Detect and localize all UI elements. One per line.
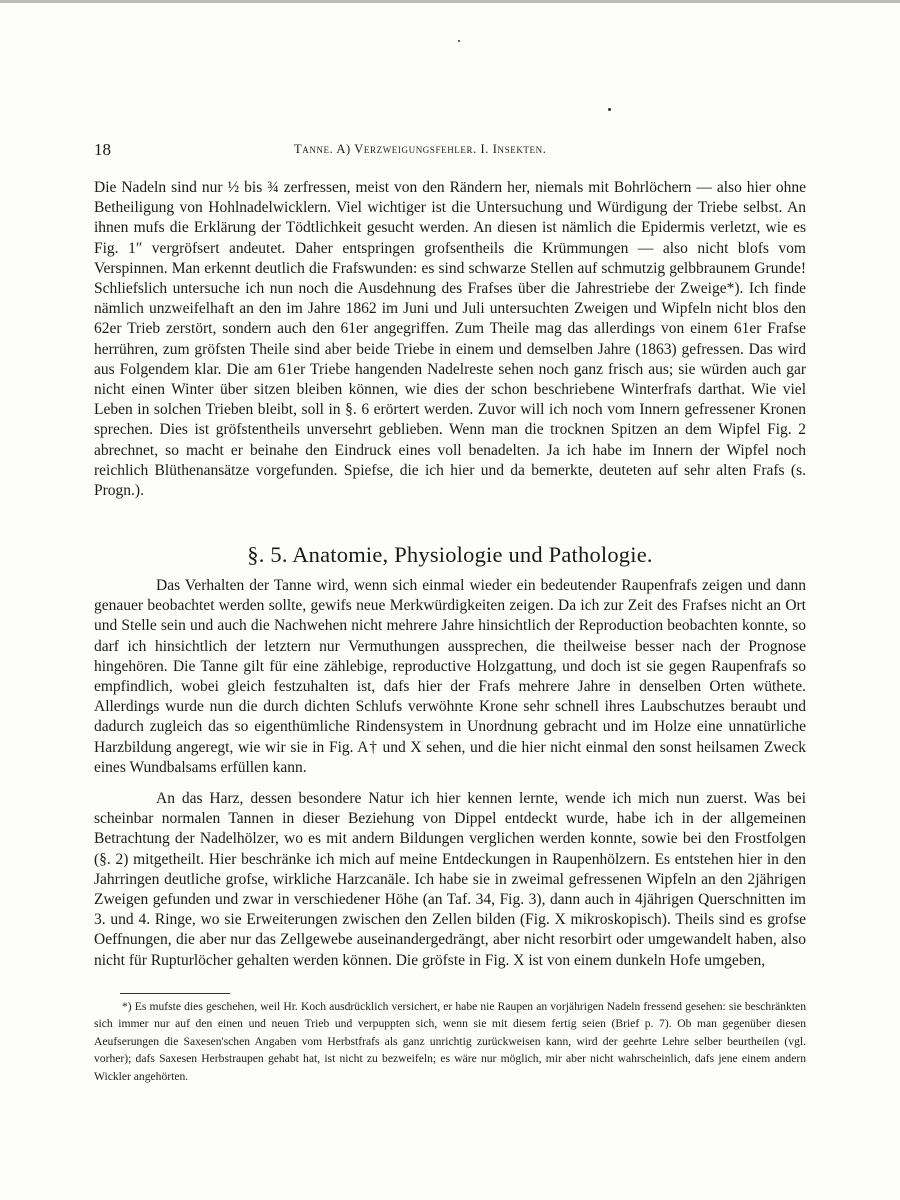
- section-heading: §. 5. Anatomie, Physiologie und Pathologie.: [247, 542, 653, 567]
- intro-text: [94, 178, 806, 501]
- scan-speck: [608, 108, 611, 111]
- footnote-text: *) Es mufste dies geschehen, weil Hr. Koch ausdrücklich versichert, er habe nie Raupen an vorjährigen Nadeln fressend gesehen: sie beschränkten sich immer nur auf den einen und neuen Trieb und verpuppten sich, wenn sie mit diesem fertig seien (Brief p. 7). Ob man gegenüber diesen Aeufserungen die Saxesen'schen Angaben vom Herbstfrafs als ganz unrichtig zurückweisen kann, wird der geehrte Lehre selber beurtheilen (vgl. vorher); dafs Saxesen Herbstraupen gehabt hat, ist nicht zu bezweifeln; es wäre nur möglich, mir aber nicht wahrscheinlich, dafs jene einem andern Wickler angehörten.: [94, 1000, 806, 1083]
- page-number: 18: [94, 140, 111, 159]
- page-header: [94, 140, 806, 162]
- scan-speck: [458, 40, 460, 42]
- section-paragraph: Das Verhalten der Tanne wird, wenn sich einmal wieder ein bedeutender Raupenfrafs zeigen und dann genauer beobachtet werden sollte, gewifs neue Merkwürdigkeiten zeigen. Da ich zur Zeit des Frafses nicht an Ort und Stelle sein und auch die Nachwehen nicht mehrere Jahre hinsichtlich der Reproduction beobachten konnte, so darf ich hinsichtlich der letztern nur Vermuthungen aussprechen, die theilweise besser nach der Prognose hingehören. Die Tanne gilt für eine zählebige, reproductive Holzgattung, und doch ist sie gegen Raupenfrafs so empfindlich, wobei gleich festzuhalten ist, dafs hier der Frafs mehrere Jahre in denselben Orten wüthete. Allerdings wurde nun die durch dichten Schlufs verwöhnte Krone sehr schnell ihres Laubschutzes beraubt und dadurch zugleich das so eigenthümliche Rindensystem in Unordnung gebracht und im Holze eine unnatürliche Harzbildung angeregt, wie wir sie in Fig. A† und X sehen, und die hier nicht einmal den sonst heilsamen Zweck eines Wundbalsams erfüllen kann.: [94, 577, 806, 776]
- running-head: Tanne. A) Verzweigungsfehler. I. Insekten.: [294, 142, 547, 156]
- section-body-1: [94, 576, 806, 778]
- footnote-rule: [120, 993, 230, 994]
- intro-paragraph: Die Nadeln sind nur ½ bis ¾ zerfressen, meist von den Rändern her, niemals mit Bohrlöchern — also hier ohne Betheiligung von Hohlnadelwicklern. Viel wichtiger ist die Untersuchung und Würdigung der Triebe selbst. An ihnen mufs die Erklärung der Tödtlichkeit gesucht werden. An diesen ist nämlich die Epidermis verletzt, wie es Fig. 1″ vergröfsert andeutet. Daher entspringen grofsentheils die Krümmungen — also nicht blofs vom Verspinnen. Man erkennt deutlich die Frafswunden: es sind schwarze Stellen auf schmutzig gelbbraunem Grunde! Schliefslich untersuche ich nun noch die Ausdehnung des Frafses über die Jahrestriebe der Zweige*). Ich finde nämlich unzweifelhaft an den im Jahre 1862 im Juni und Juli untersuchten Zweigen und Wipfeln nicht blos den 62er Trieb zerstört, sondern auch den 61er angegriffen. Zum Theile mag das allerdings von einem 61er Frafse herrühren, zum gröfsten Theile sind aber beide Triebe in einem und demselben Jahre (1863) gefressen. Das wird aus Folgendem klar. Die am 61er Triebe hangenden Nadelreste sehen noch ganz frisch aus; sie würden auch gar nicht einen Winter über sitzen bleiben können, wie dies der schon beschriebene Winterfrafs darthat. Wie viel Leben in solchen Trieben bleibt, soll in §. 6 erörtert werden. Zuvor will ich noch vom Innern gefressener Kronen sprechen. Dies ist gröfstentheils unversehrt geblieben. Wenn man die trocknen Spitzen an dem Wipfel Fig. 2 abrechnet, so macht er beinahe den Eindruck eines voll benadelten. Ja ich habe im Innern der Wipfel noch reichlich Blüthenansätze vorgefunden. Spiefse, die ich hier und da bemerkte, deuteten auf sehr alten Frafs (s. Progn.).: [94, 179, 806, 500]
- section-body-2: [94, 789, 806, 971]
- scan-edge: [0, 0, 900, 3]
- footnote: [94, 998, 806, 1085]
- section-paragraph: An das Harz, dessen besondere Natur ich hier kennen lernte, wende ich mich nun zuerst. Was bei scheinbar normalen Tannen in dieser Beziehung von Dippel entdeckt wurde, habe ich in der allgemeinen Betrachtung der Nadelhölzer, wo es mit andern Bildungen verglichen werden konnte, sowie bei den Frostfolgen (§. 2) mitgetheilt. Hier beschränke ich mich auf meine Entdeckungen in Raupenhölzern. Es entstehen hier in den Jahrringen deutliche grofse, wirkliche Harzcanäle. Ich habe sie in zweimal gefressenen Wipfeln an den 2jährigen Zweigen gefunden und zwar in verschiedener Höhe (an Taf. 34, Fig. 3), dann auch in 4jährigen Querschnitten im 3. und 4. Ringe, wo sie Erweiterungen zwischen den Zellen bilden (Fig. X mikroskopisch). Theils sind es grofse Oeffnungen, die aber nur das Zellgewebe auseinandergedrängt, aber nicht resorbirt oder umgewandelt haben, also nicht für Rupturlöcher gehalten werden können. Die gröfste in Fig. X ist von einem dunkeln Hofe umgeben,: [94, 790, 806, 969]
